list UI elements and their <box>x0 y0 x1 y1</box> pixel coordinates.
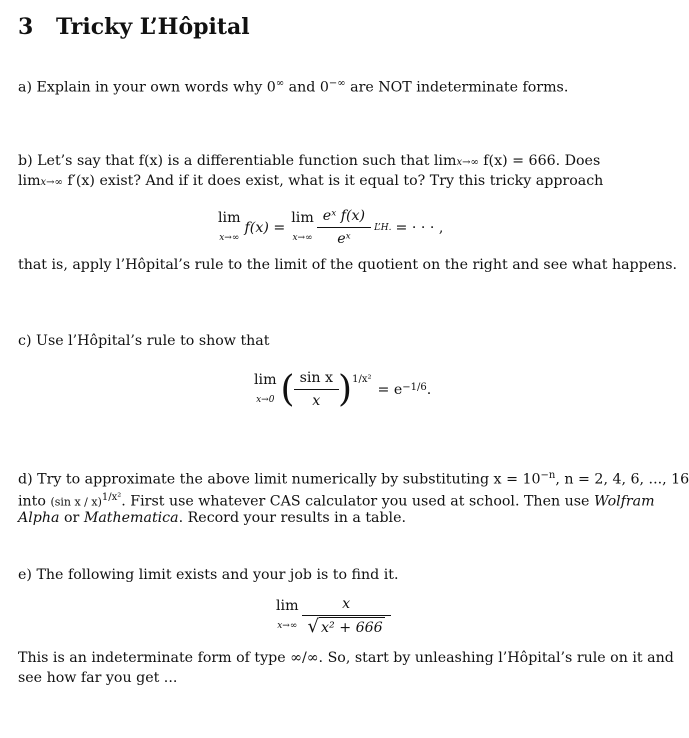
limit-operator <box>276 596 299 636</box>
period: . <box>426 381 432 398</box>
limit-operator <box>254 370 277 410</box>
equation-tail: = · · · , <box>395 219 444 236</box>
exponent-infinity: ∞ <box>275 78 285 89</box>
lim-word: lim <box>218 209 241 226</box>
question-a-mid: and 0 <box>284 79 329 96</box>
lim-subscript: x→∞ <box>40 177 63 188</box>
equation-lhs: f(x) = <box>244 219 286 236</box>
numerator: eˣ f(x) <box>322 208 366 224</box>
equation-e <box>276 594 390 638</box>
rhs-exponent: −1/6 <box>402 382 427 393</box>
right-paren: ) <box>338 368 353 410</box>
question-b-line2 <box>18 171 603 193</box>
section-heading: Tricky L’Hôpital <box>56 14 250 40</box>
numerator: sin x <box>299 370 334 386</box>
fraction <box>297 368 336 411</box>
lim-word: lim <box>276 598 299 614</box>
alpha-word: Alpha <box>18 510 60 526</box>
lim-word: lim <box>254 371 277 388</box>
exponent-neg-infinity: −∞ <box>328 78 346 89</box>
mathematica-word: Mathematica <box>83 510 179 526</box>
question-b-line1-end: f(x) = 666. Does <box>478 153 601 169</box>
radical-sign: √ <box>307 616 320 637</box>
into-word: into <box>18 493 46 510</box>
lim-word: lim <box>291 209 314 226</box>
lim-subscript: x→∞ <box>456 157 479 168</box>
question-a <box>18 74 568 98</box>
inline-expression: (sin x / x) <box>50 495 102 509</box>
limit-operator <box>291 208 314 248</box>
denominator <box>302 615 391 638</box>
sqrt-symbol <box>308 617 385 638</box>
question-b-text: b) Let’s say that f(x) is a differentiable function such that lim <box>18 153 457 169</box>
question-d-line3-end: . Record your results in a table. <box>178 510 407 526</box>
question-d-line1 <box>18 466 689 490</box>
exponent: −n <box>540 470 556 481</box>
question-e-after-line2: see how far you get ... <box>18 670 178 686</box>
equation-b <box>218 206 443 249</box>
lim-subscript: x→0 <box>256 394 275 405</box>
denominator: eˣ <box>317 227 371 249</box>
question-e-after-line1: This is an indeterminate form of type ∞/∞. So, start by unleashing l’Hôpital’s rule on it and <box>18 650 674 666</box>
limit-operator <box>218 208 241 248</box>
question-b-line2-text: f′(x) exist? And if it does exist, what is it equal to? Try this tricky approach <box>62 173 604 189</box>
left-paren: ( <box>280 368 295 410</box>
question-d-line3 <box>18 508 406 528</box>
lim-subscript: x→∞ <box>219 232 240 243</box>
section-title <box>18 14 250 40</box>
exponent: 1/x² <box>101 492 122 503</box>
lim-word: lim <box>18 173 41 189</box>
question-d-text: d) Try to approximate the above limit numerically by substituting x = 10 <box>18 471 541 488</box>
question-b-line1 <box>18 151 642 173</box>
denominator: x <box>294 389 339 411</box>
question-b-after: that is, apply l’Hôpital’s rule to the limit of the quotient on the right and see what happens. <box>18 257 678 273</box>
lhopital-label: L’H. <box>374 222 392 233</box>
numerator: x <box>342 596 351 612</box>
question-d-line2-text: . First use whatever CAS calculator you used at school. Then use <box>121 493 590 510</box>
question-e-text: e) The following limit exists and your job is to find it. <box>18 567 399 583</box>
question-a-end: are NOT indeterminate forms. <box>345 79 569 96</box>
section-number: 3 <box>18 14 34 40</box>
question-d-line1-end: , n = 2, 4, 6, ..., 16 <box>555 471 689 488</box>
question-a-text: a) Explain in your own words why 0 <box>18 79 276 96</box>
equation-c <box>254 368 431 411</box>
lhopital-equals <box>374 218 391 238</box>
exponent: 1/x² <box>352 374 372 385</box>
lim-subscript: x→∞ <box>277 621 298 631</box>
wolfram-word: Wolfram <box>593 493 655 510</box>
equation-rhs: = e <box>377 381 403 398</box>
or-word: or <box>59 510 84 526</box>
fraction <box>320 206 368 249</box>
radicand: x² + 666 <box>319 617 385 638</box>
question-c-text: c) Use l’Hôpital’s rule to show that <box>18 333 270 349</box>
fraction <box>305 594 388 638</box>
lim-subscript: x→∞ <box>292 232 313 243</box>
